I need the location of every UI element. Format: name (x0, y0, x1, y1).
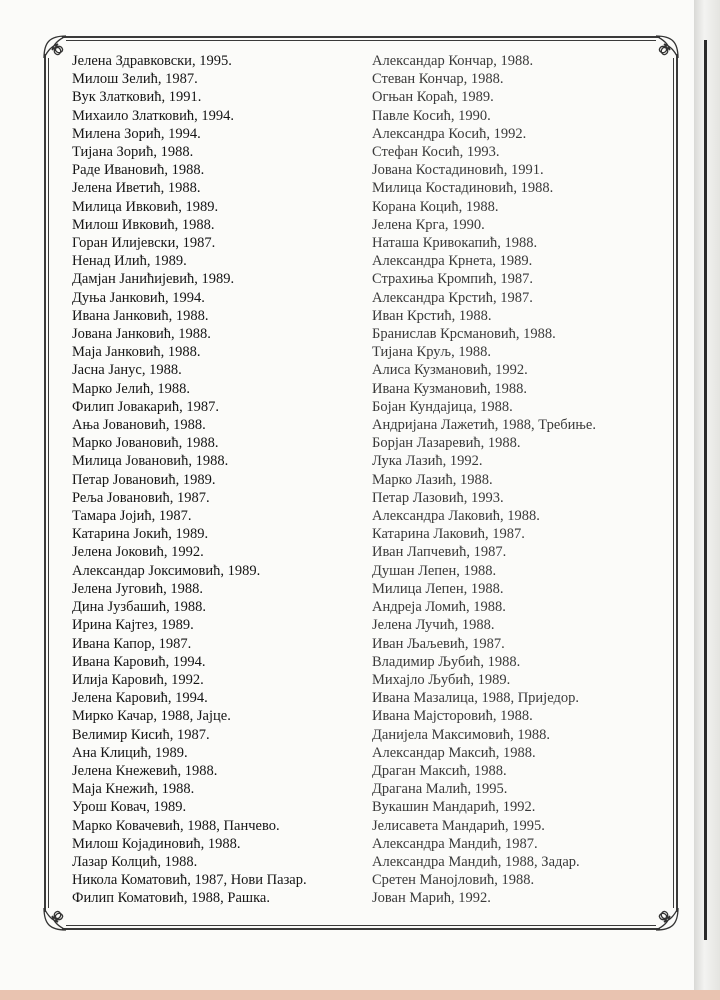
name-entry: Александра Лаковић, 1988. (372, 508, 540, 525)
name-entry: Александра Крстић, 1987. (372, 289, 533, 306)
name-entry: Јасна Јанус, 1988. (72, 362, 182, 379)
frame-line-top (62, 36, 660, 38)
name-entry: Милош Којадиновић, 1988. (72, 835, 241, 852)
name-entry: Душан Лепен, 1988. (372, 562, 497, 579)
name-list-right (372, 52, 672, 908)
name-entry: Дина Јузбашић, 1988. (72, 599, 206, 616)
name-entry: Јован Марић, 1992. (372, 890, 491, 907)
name-entry: Марко Лазић, 1988. (372, 471, 493, 488)
name-entry: Сретен Манојловић, 1988. (372, 872, 535, 889)
corner-ornament-icon (40, 904, 70, 934)
name-entry: Раде Ивановић, 1988. (72, 162, 205, 179)
name-entry: Вук Златковић, 1991. (72, 89, 202, 106)
frame-line-left-inner (48, 58, 49, 908)
name-entry: Ивана Каровић, 1994. (72, 653, 206, 670)
name-entry: Петар Јовановић, 1989. (72, 471, 216, 488)
name-entry: Михаило Златковић, 1994. (72, 107, 235, 124)
frame-line-bottom (62, 928, 660, 930)
name-entry: Дуња Јанковић, 1994. (72, 289, 205, 306)
name-entry: Илија Каровић, 1992. (72, 671, 204, 688)
name-entry: Милена Зорић, 1994. (72, 125, 201, 142)
name-entry: Ивана Кузмановић, 1988. (372, 380, 527, 397)
name-entry: Иван Крстић, 1988. (372, 307, 492, 324)
name-entry: Александра Косић, 1992. (372, 125, 527, 142)
name-entry: Драгана Малић, 1995. (372, 781, 508, 798)
name-entry: Александар Кончар, 1988. (372, 53, 534, 69)
name-entry: Урош Ковач, 1989. (72, 799, 187, 816)
name-entry: Петар Лазовић, 1993. (372, 489, 504, 506)
name-entry: Андријана Лажетић, 1988, Требиње. (372, 417, 596, 434)
name-entry: Јелена Лучић, 1988. (372, 617, 495, 634)
page-edge (694, 0, 720, 1000)
name-entry: Александар Максић, 1988. (372, 744, 536, 761)
corner-ornament-icon (40, 32, 70, 62)
name-entry: Александар Јоксимовић, 1989. (72, 562, 261, 579)
name-entry: Филип Коматовић, 1988, Рашка. (72, 890, 270, 907)
name-entry: Александра Мандић, 1988, Задар. (372, 853, 580, 870)
name-entry: Иван Љаљевић, 1987. (372, 635, 505, 652)
name-entry: Борјан Лазаревић, 1988. (372, 435, 521, 452)
name-entry: Велимир Кисић, 1987. (72, 726, 210, 743)
name-entry: Ана Клицић, 1989. (72, 744, 188, 761)
name-entry: Андреја Ломић, 1988. (372, 599, 506, 616)
name-entry: Ивана Јанковић, 1988. (72, 307, 209, 324)
name-entry: Михајло Љубић, 1989. (372, 671, 511, 688)
name-entry: Стефан Косић, 1993. (372, 144, 500, 161)
name-entry: Мирко Качар, 1988, Јајце. (72, 708, 231, 725)
name-entry: Лука Лазић, 1992. (372, 453, 483, 470)
name-entry: Катарина Јокић, 1989. (72, 526, 209, 543)
name-entry: Бранислав Крсмановић, 1988. (372, 326, 556, 343)
name-entry: Јована Костадиновић, 1991. (372, 162, 544, 179)
name-entry: Милош Зелић, 1987. (72, 71, 198, 88)
name-entry: Александра Мандић, 1987. (372, 835, 538, 852)
frame-line-left (44, 54, 46, 912)
name-entry: Вукашин Мандарић, 1992. (372, 799, 536, 816)
name-entry: Јелена Јоковић, 1992. (72, 544, 204, 561)
name-entry: Данијела Максимовић, 1988. (372, 726, 550, 743)
name-entry: Милица Лепен, 1988. (372, 580, 504, 597)
name-entry: Ивана Мајсторовић, 1988. (372, 708, 533, 725)
name-entry: Владимир Љубић, 1988. (372, 653, 521, 670)
name-entry: Маја Јанковић, 1988. (72, 344, 201, 361)
name-entry: Јелена Каровић, 1994. (72, 690, 208, 707)
name-entry: Јелисавета Мандарић, 1995. (372, 817, 545, 834)
frame-line-right-inner (673, 58, 674, 908)
name-entry: Огњан Кораћ, 1989. (372, 89, 494, 106)
name-entry: Јована Јанковић, 1988. (72, 326, 211, 343)
name-entry: Страхиња Кромпић, 1987. (372, 271, 533, 288)
name-entry: Алиса Кузмановић, 1992. (372, 362, 528, 379)
name-entry: Ивана Мазалица, 1988, Приједор. (372, 690, 579, 707)
name-entry: Иван Лапчевић, 1987. (372, 544, 507, 561)
name-entry: Дамјан Јанићијевић, 1989. (72, 271, 235, 288)
name-entry: Тијана Круљ, 1988. (372, 344, 491, 361)
name-entry: Марко Ковачевић, 1988, Панчево. (72, 817, 280, 834)
name-entry: Јелена Здравковски, 1995. (72, 53, 232, 69)
name-entry: Филип Јовакарић, 1987. (72, 398, 219, 415)
name-entry: Тијана Зорић, 1988. (72, 144, 194, 161)
frame-line-top-inner (66, 40, 656, 41)
name-entry: Реља Јовановић, 1987. (72, 489, 210, 506)
name-entry: Стеван Кончар, 1988. (372, 71, 504, 88)
corner-ornament-icon (652, 904, 682, 934)
name-entry: Лазар Колцић, 1988. (72, 853, 198, 870)
name-entry: Ирина Кајтез, 1989. (72, 617, 194, 634)
name-entry: Јелена Кнежевић, 1988. (72, 762, 218, 779)
frame-line-right (676, 54, 678, 912)
name-entry: Јелена Крга, 1990. (372, 216, 485, 233)
name-entry: Милица Костадиновић, 1988. (372, 180, 554, 197)
name-entry: Милош Ивковић, 1988. (72, 216, 215, 233)
cover-edge (0, 990, 720, 1000)
name-entry: Ивана Капор, 1987. (72, 635, 192, 652)
name-entry: Ања Јовановић, 1988. (72, 417, 206, 434)
name-entry: Милица Ивковић, 1989. (72, 198, 219, 215)
name-entry: Тамара Јојић, 1987. (72, 508, 192, 525)
name-entry: Драган Максић, 1988. (372, 762, 507, 779)
name-entry: Катарина Лаковић, 1987. (372, 526, 525, 543)
name-entry: Маја Кнежић, 1988. (72, 781, 195, 798)
name-entry: Јелена Иветић, 1988. (72, 180, 201, 197)
name-entry: Марко Јелић, 1988. (72, 380, 190, 397)
name-entry: Никола Коматовић, 1987, Нови Пазар. (72, 872, 307, 889)
name-entry: Корана Коцић, 1988. (372, 198, 499, 215)
name-entry: Горан Илијевски, 1987. (72, 235, 216, 252)
name-entry: Ненад Илић, 1989. (72, 253, 187, 270)
name-entry: Милица Јовановић, 1988. (72, 453, 229, 470)
name-entry: Александра Крнета, 1989. (372, 253, 533, 270)
name-list-left (72, 52, 362, 908)
name-entry: Јелена Југовић, 1988. (72, 580, 204, 597)
name-entry: Бојан Кундајица, 1988. (372, 398, 513, 415)
frame-line-bottom-inner (66, 925, 656, 926)
name-entry: Наташа Кривокапић, 1988. (372, 235, 538, 252)
name-entry: Павле Косић, 1990. (372, 107, 491, 124)
name-entry: Марко Јовановић, 1988. (72, 435, 219, 452)
